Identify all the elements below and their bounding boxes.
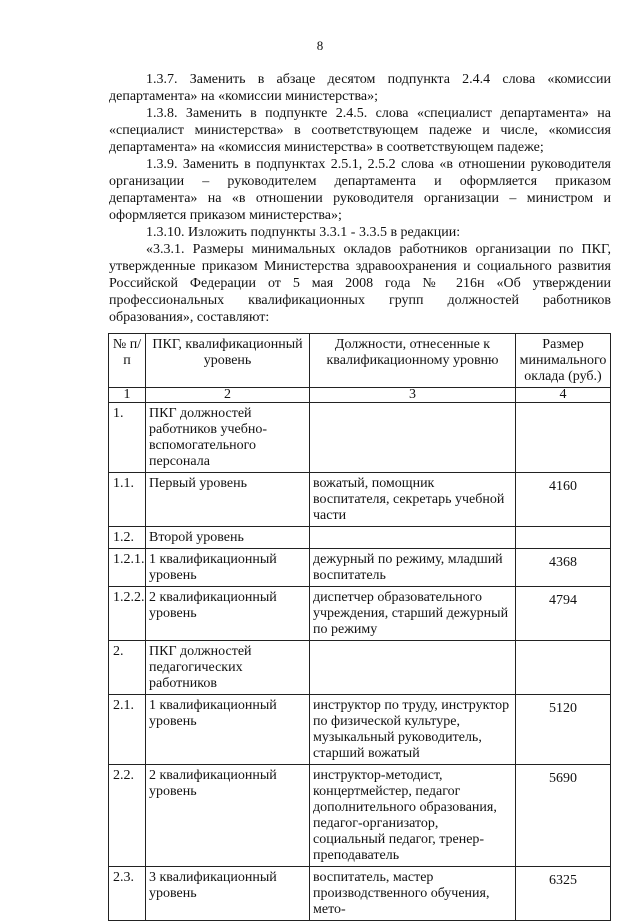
row-positions: инструктор по труду, инструктор по физической культуре, музыкальный руководитель, старший вожатый <box>310 695 516 765</box>
table-row <box>109 473 611 527</box>
paragraph: 1.3.8. Заменить в подпункте 2.4.5. слова «специалист департамента» на «специалист министерства» в соответствующем падеже и числе, «комиссия департамента» на «комиссия министерства» в соответствующем падеже; <box>109 106 611 155</box>
row-salary <box>516 641 611 695</box>
table-index-row <box>109 388 611 403</box>
row-num: 2.1. <box>109 695 146 765</box>
row-salary <box>516 403 611 473</box>
row-num: 1.1. <box>109 473 146 527</box>
row-pkg: 2 квалификационный уровень <box>146 587 310 641</box>
header-pkg: ПКГ, квалификационный уровень <box>146 334 310 388</box>
page-number: 8 <box>316 38 324 53</box>
row-positions: вожатый, помощник воспитателя, секретарь учебной части <box>310 473 516 527</box>
header-positions: Должности, отнесенные к квалификационному уровню <box>310 334 516 388</box>
row-num: 2. <box>109 641 146 695</box>
row-pkg: Второй уровень <box>146 527 310 549</box>
row-num: 2.2. <box>109 765 146 867</box>
document-body <box>109 71 611 326</box>
row-pkg: 1 квалификационный уровень <box>146 695 310 765</box>
row-positions: дежурный по режиму, младший воспитатель <box>310 549 516 587</box>
salary-table <box>108 333 611 921</box>
row-pkg: ПКГ должностей педагогических работников <box>146 641 310 695</box>
row-positions <box>310 527 516 549</box>
index-cell: 1 <box>109 388 146 403</box>
row-pkg: ПКГ должностей работников учебно-вспомогательного персонала <box>146 403 310 473</box>
row-positions <box>310 641 516 695</box>
row-salary <box>516 527 611 549</box>
table-header-row <box>109 334 611 388</box>
row-pkg: 3 квалификационный уровень <box>146 867 310 921</box>
table-row <box>109 403 611 473</box>
row-num: 1.2.1. <box>109 549 146 587</box>
row-pkg: 1 квалификационный уровень <box>146 549 310 587</box>
row-num: 1.2. <box>109 527 146 549</box>
row-pkg: Первый уровень <box>146 473 310 527</box>
table-row <box>109 641 611 695</box>
paragraph: 1.3.9. Заменить в подпунктах 2.5.1, 2.5.2 слова «в отношении руководителя организации – руководителем департамента и оформляется приказом департамента» на «в отношении руководителя организации – министром и оформляется приказом министерства»; <box>109 157 611 223</box>
row-salary: 4794 <box>516 587 611 641</box>
index-cell: 4 <box>516 388 611 403</box>
row-positions: инструктор-методист, концертмейстер, педагог дополнительного образования, педагог-организатор, социальный педагог, тренер-преподаватель <box>310 765 516 867</box>
index-cell: 3 <box>310 388 516 403</box>
row-salary: 4368 <box>516 549 611 587</box>
table-row <box>109 867 611 921</box>
row-positions: воспитатель, мастер производственного обучения, мето- <box>310 867 516 921</box>
row-salary: 4160 <box>516 473 611 527</box>
paragraph: «3.3.1. Размеры минимальных окладов работников организации по ПКГ, утвержденные приказом Министерства здравоохранения и социального развития Российской Федерации от 5 мая 2008 года № 216н «Об утверждении профессиональных квалификационных групп должностей работников образования», составляют: <box>109 242 611 325</box>
table-row <box>109 527 611 549</box>
row-positions <box>310 403 516 473</box>
paragraph: 1.3.7. Заменить в абзаце десятом подпункта 2.4.4 слова «комиссии департамента» на «комиссии министерства»; <box>109 72 611 104</box>
table-row <box>109 695 611 765</box>
row-salary: 5120 <box>516 695 611 765</box>
table-row <box>109 765 611 867</box>
header-num: № п/п <box>109 334 146 388</box>
index-cell: 2 <box>146 388 310 403</box>
header-salary: Размер минимального оклада (руб.) <box>516 334 611 388</box>
row-num: 1. <box>109 403 146 473</box>
row-positions: диспетчер образовательного учреждения, старший дежурный по режиму <box>310 587 516 641</box>
paragraph: 1.3.10. Изложить подпункты 3.3.1 - 3.3.5 в редакции: <box>146 225 461 240</box>
row-pkg: 2 квалификационный уровень <box>146 765 310 867</box>
row-salary: 5690 <box>516 765 611 867</box>
table-row <box>109 587 611 641</box>
table-row <box>109 549 611 587</box>
row-salary: 6325 <box>516 867 611 921</box>
row-num: 2.3. <box>109 867 146 921</box>
row-num: 1.2.2. <box>109 587 146 641</box>
